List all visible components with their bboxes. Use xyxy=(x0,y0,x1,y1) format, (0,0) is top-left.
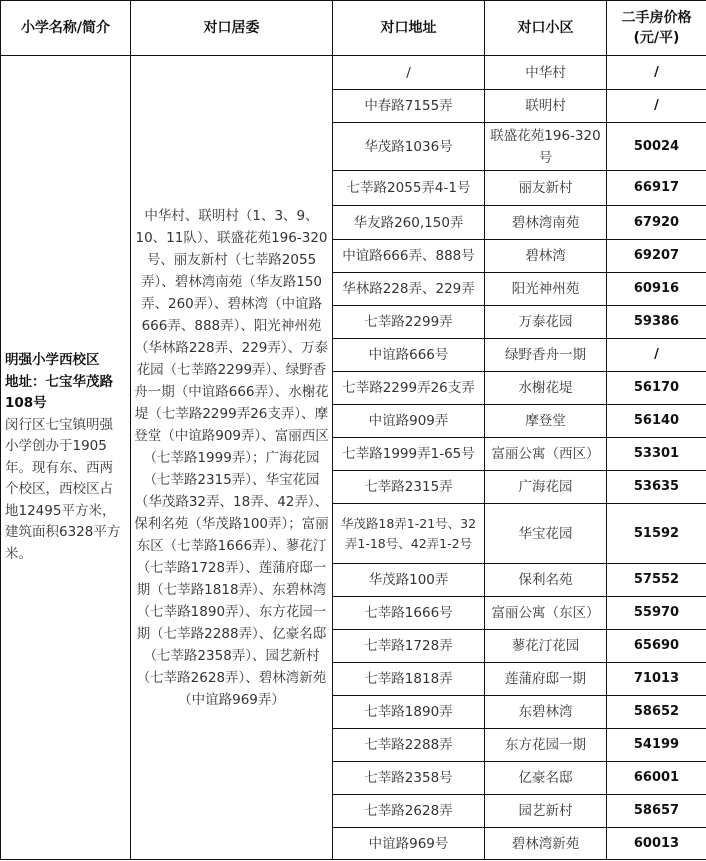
table-row xyxy=(1,56,706,90)
community-cell: 联盛花苑196-320号 xyxy=(485,123,607,171)
community-cell: 中华村 xyxy=(485,56,607,90)
price-cell: 53635 xyxy=(607,471,706,504)
community-cell: 广海花园 xyxy=(485,471,607,504)
address-cell: 中谊路666号 xyxy=(333,339,485,372)
school-name: 明强小学西校区 xyxy=(5,352,100,368)
header-committee: 对口居委 xyxy=(131,1,333,56)
price-cell: 65690 xyxy=(607,630,706,663)
price-cell: 69207 xyxy=(607,240,706,273)
community-cell: 东碧林湾 xyxy=(485,696,607,729)
community-cell: 园艺新村 xyxy=(485,795,607,828)
community-cell: 万泰花园 xyxy=(485,306,607,339)
community-cell: 华宝花园 xyxy=(485,504,607,564)
header-price-line2: (元/平) xyxy=(633,30,680,46)
address-cell: 七莘路2299弄26支弄 xyxy=(333,372,485,405)
address-cell: 中春路7155弄 xyxy=(333,90,485,123)
address-cell: 七莘路2299弄 xyxy=(333,306,485,339)
price-cell: 55970 xyxy=(607,597,706,630)
header-price-line1: 二手房价格 xyxy=(621,10,692,26)
address-cell: 七莘路1999弄1-65号 xyxy=(333,438,485,471)
price-cell: 59386 xyxy=(607,306,706,339)
address-cell: 中谊路909弄 xyxy=(333,405,485,438)
community-cell: 蓼花汀花园 xyxy=(485,630,607,663)
address-cell: 中谊路666弄、888号 xyxy=(333,240,485,273)
price-cell: 56170 xyxy=(607,372,706,405)
price-cell: / xyxy=(607,339,706,372)
school-address: 地址：七宝华茂路108号 xyxy=(5,373,113,411)
header-row xyxy=(1,1,706,56)
price-cell: 58657 xyxy=(607,795,706,828)
price-cell: 51592 xyxy=(607,504,706,564)
community-cell: 富丽公寓（东区） xyxy=(485,597,607,630)
address-cell: 七莘路2288弄 xyxy=(333,729,485,762)
address-cell: 中谊路969号 xyxy=(333,828,485,860)
price-cell: 60916 xyxy=(607,273,706,306)
price-cell: 56140 xyxy=(607,405,706,438)
price-cell: / xyxy=(607,56,706,90)
committee-cell: 中华村、联明村（1、3、9、10、11队）、联盛花苑196-320号、丽友新村（七莘路2055弄）、碧林湾南苑（华友路150弄、260弄）、碧林湾（中谊路666弄、888弄）、阳光神州苑（华林路228弄、229弄）、万泰花园（七莘路2299弄）、绿野香舟一期（中谊路666弄）、水榭花堤（七莘路2299弄26支弄）、摩登堂（中谊路909弄）、富丽西区（七莘路1999弄）；广海花园（七莘路2315弄）、华宝花园（华茂路32弄、18弄、42弄）、保利名苑（华茂路100弄）；富丽东区（七莘路1666弄）、蓼花汀（七莘路1728弄）、莲蒲府邸一期（七莘路1818弄）、东碧林湾（七莘路1890弄）、东方花园一期（七莘路2288弄）、亿豪名邸（七莘路2358弄）、园艺新村（七莘路2628弄）、碧林湾新苑（中谊路969弄） xyxy=(131,56,333,860)
address-cell: 七莘路1728弄 xyxy=(333,630,485,663)
community-cell: 碧林湾新苑 xyxy=(485,828,607,860)
header-address: 对口地址 xyxy=(333,1,485,56)
community-cell: 碧林湾 xyxy=(485,240,607,273)
price-cell: / xyxy=(607,90,706,123)
price-cell: 66917 xyxy=(607,171,706,206)
community-cell: 东方花园一期 xyxy=(485,729,607,762)
address-cell: 七莘路2628弄 xyxy=(333,795,485,828)
address-cell: 七莘路1890弄 xyxy=(333,696,485,729)
address-cell: 华友路260,150弄 xyxy=(333,206,485,240)
community-cell: 联明村 xyxy=(485,90,607,123)
community-cell: 绿野香舟一期 xyxy=(485,339,607,372)
community-cell: 亿豪名邸 xyxy=(485,762,607,795)
school-description: 闵行区七宝镇明强小学创办于1905年。现有东、西两个校区，西校区占地12495平方米，建筑面积6328平方米。 xyxy=(5,416,121,562)
community-cell: 保利名苑 xyxy=(485,564,607,597)
header-price xyxy=(607,1,706,56)
address-cell: 七莘路2315弄 xyxy=(333,471,485,504)
price-cell: 50024 xyxy=(607,123,706,171)
community-cell: 丽友新村 xyxy=(485,171,607,206)
address-cell: / xyxy=(333,56,485,90)
address-cell: 华林路228弄、229弄 xyxy=(333,273,485,306)
address-cell: 七莘路2358号 xyxy=(333,762,485,795)
community-cell: 富丽公寓（西区） xyxy=(485,438,607,471)
school-cell xyxy=(1,56,131,860)
community-cell: 莲蒲府邸一期 xyxy=(485,663,607,696)
price-cell: 60013 xyxy=(607,828,706,860)
address-cell: 七莘路2055弄4-1号 xyxy=(333,171,485,206)
community-cell: 碧林湾南苑 xyxy=(485,206,607,240)
header-school: 小学名称/简介 xyxy=(1,1,131,56)
address-cell: 七莘路1818弄 xyxy=(333,663,485,696)
community-cell: 水榭花堤 xyxy=(485,372,607,405)
header-community: 对口小区 xyxy=(485,1,607,56)
price-cell: 53301 xyxy=(607,438,706,471)
price-cell: 57552 xyxy=(607,564,706,597)
address-cell: 七莘路1666号 xyxy=(333,597,485,630)
price-cell: 66001 xyxy=(607,762,706,795)
address-cell: 华茂路100弄 xyxy=(333,564,485,597)
address-cell: 华茂路1036号 xyxy=(333,123,485,171)
price-cell: 67920 xyxy=(607,206,706,240)
community-cell: 摩登堂 xyxy=(485,405,607,438)
price-cell: 54199 xyxy=(607,729,706,762)
price-cell: 71013 xyxy=(607,663,706,696)
price-cell: 58652 xyxy=(607,696,706,729)
community-cell: 阳光神州苑 xyxy=(485,273,607,306)
address-cell: 华茂路18弄1-21号、32弄1-18号、42弄1-2号 xyxy=(333,504,485,564)
